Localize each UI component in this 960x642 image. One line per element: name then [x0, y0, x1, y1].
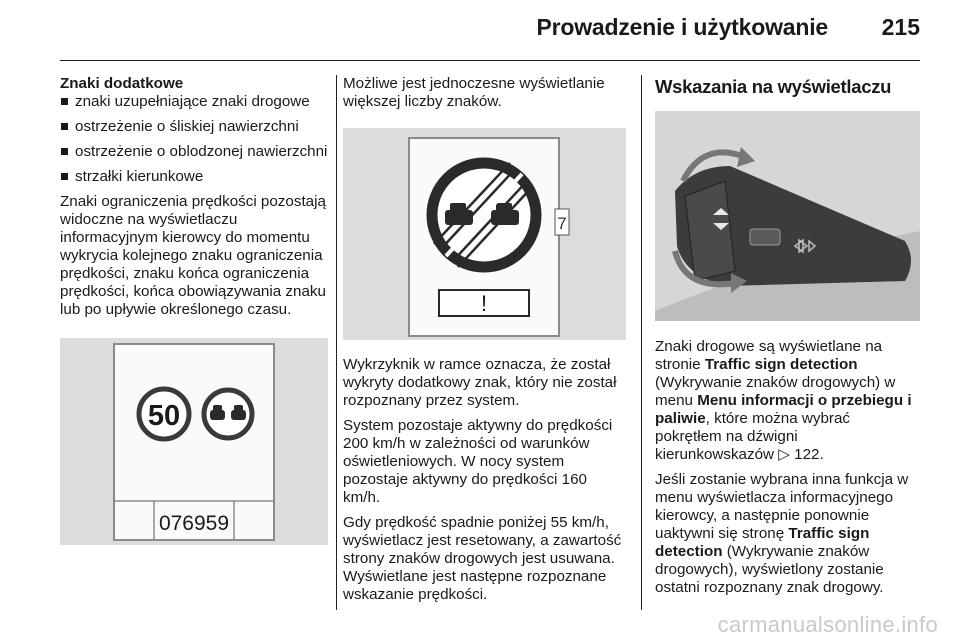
column-middle: [343, 75, 626, 611]
paragraph-reset: Gdy prędkość spadnie poniżej 55 km/h, wyświetlacz jest resetowany, a zawartość strony znaków drogowych jest usuwana. Wyświetlane jest następne rozpoznane wskazanie prędkości.: [343, 514, 622, 603]
figure-turn-signal-lever: [655, 111, 920, 321]
figure-end-of-restrictions-sign: [343, 128, 626, 340]
subheading-additional-signs: Znaki dodatkowe: [60, 75, 184, 92]
column-left: [60, 75, 328, 545]
end-of-no-overtaking-sign-icon: [432, 163, 536, 267]
exclamation-mark: !: [480, 291, 488, 316]
sign-code: 076959: [158, 512, 230, 535]
bullet-list: [60, 93, 328, 186]
paragraph-display-page: Znaki drogowe są wyświetlane na stronie Traffic sign detection (Wykrywanie znaków drogowych) w menu Menu informacji o przebiegu i paliwie, które można wybrać pokrętłem na dźwigni kierunkowskazów ▷ 122.: [655, 338, 912, 463]
speed-limit-value: 50: [147, 400, 181, 432]
list-item: strzałki kierunkowe: [60, 168, 328, 186]
page-title: Prowadzenie i użytkowanie: [536, 14, 828, 40]
side-digit: 7: [557, 214, 567, 233]
list-item: znaki uzupełniające znaki drogowe: [60, 93, 328, 111]
section-title: Wskazania na wyświetlaczu: [655, 76, 892, 97]
menu-name-trip-info: Menu informacji o przebiegu i paliwie: [655, 392, 912, 427]
list-item: ostrzeżenie o śliskiej nawierzchni: [60, 118, 328, 136]
page-number: 215: [881, 14, 920, 40]
menu-name-traffic-sign: Traffic sign detection: [655, 525, 870, 560]
paragraph-exclamation: Wykrzyknik w ramce oznacza, że został wykryty dodatkowy znak, który nie został rozpoznany przez system.: [343, 356, 617, 409]
column-divider: [641, 75, 642, 610]
paragraph-system-speed: System pozostaje aktywny do prędkości 200 km/h w zależności od warunków oświetleniowych. W nocy system pozostaje aktywny do prędkości 160 km/h.: [343, 417, 613, 506]
paragraph-speed-limit: Znaki ograniczenia prędkości pozostają widoczne na wyświetlaczu informacyjnym kierowcy do momentu wykrycia kolejnego znaku ograniczenia prędkości, znaku końca ograniczenia prędkości, końca obowiązywania znaku lub po upływie określonego czasu.: [60, 193, 326, 318]
paragraph-intro: Możliwe jest jednoczesne wyświetlanie większej liczby znaków.: [343, 75, 605, 110]
page-header: [60, 0, 920, 61]
list-item: ostrzeżenie o oblodzonej nawierzchni: [60, 143, 328, 161]
page-reference-icon: ▷: [778, 446, 790, 463]
figure-speed-sign-display: [60, 338, 328, 545]
menu-name-traffic-sign: Traffic sign detection: [704, 356, 858, 373]
column-right: [655, 75, 920, 604]
watermark: carmanualsonline.info: [717, 612, 938, 637]
column-divider: [336, 75, 337, 610]
speed-limit-sign-icon: [139, 389, 189, 439]
no-overtaking-sign-icon: [204, 390, 252, 438]
paragraph-reselect: Jeśli zostanie wybrana inna funkcja w menu wyświetlacza informacyjnego kierowcy, a następnie ponownie uaktywni się stronę Traffic sign detection (Wykrywanie znaków drogowych), wyświetlony zostanie ostatni rozpoznany znak drogowy.: [655, 471, 909, 596]
